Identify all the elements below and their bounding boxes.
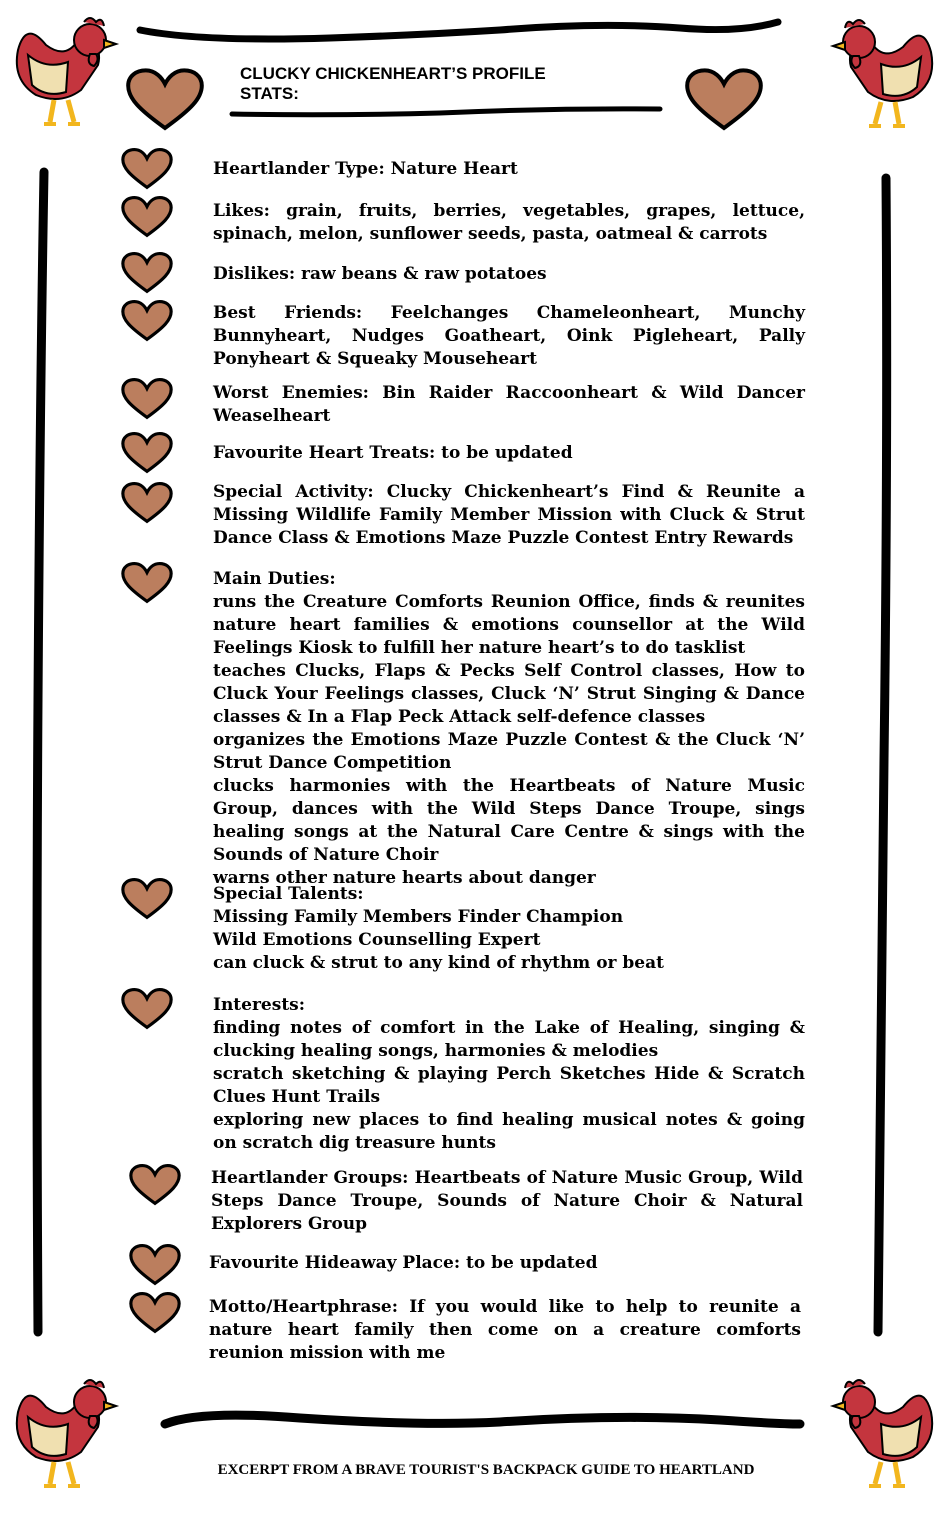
section-text: can cluck & strut to any kind of rhythm or beat — [213, 953, 664, 973]
section-text: warns other nature hearts about danger — [213, 868, 596, 888]
heart-icon — [128, 1164, 182, 1206]
section-text: teaches Clucks, Flaps & Pecks Self Control classes, How to Cluck Your Feelings classes, Cluck ‘N’ Strut Singing & Dance classes & In a Flap Peck Attack self-defence classes — [213, 661, 805, 727]
heart-icon — [120, 988, 174, 1030]
footer-caption: EXCERPT FROM A BRAVE TOURIST'S BACKPACK GUIDE TO HEARTLAND — [217, 1462, 755, 1478]
heart-icon — [128, 1244, 182, 1286]
section-text: Wild Emotions Counselling Expert — [213, 930, 541, 950]
section-text: clucks harmonies with the Heartbeats of Nature Music Group, dances with the Wild Steps Dance Troupe, sings healing songs at the Natural Care Centre & sings with the Sounds of Nature Choir — [213, 776, 805, 865]
section-text: Favourite Hideaway Place: to be updated — [209, 1253, 598, 1273]
section-special-talents — [213, 883, 805, 975]
section-text: Favourite Heart Treats: to be updated — [213, 443, 573, 463]
section-text: Special Activity: Clucky Chickenheart’s Find & Reunite a Missing Wildlife Family Member Mission with Cluck & Strut Dance Class & Emotions Maze Puzzle Contest Entry Rewards — [213, 482, 805, 548]
section-favourite-hideaway — [209, 1252, 801, 1275]
title-line-1: CLUCKY CHICKENHEART’S PROFILE — [240, 64, 546, 83]
title-line-2: STATS: — [240, 84, 299, 103]
heart-icon — [120, 252, 174, 294]
heart-icon — [682, 68, 766, 132]
heart-icon — [128, 1292, 182, 1334]
heart-icon — [120, 878, 174, 920]
section-best-friends — [213, 302, 805, 371]
section-interests — [213, 994, 805, 1155]
heart-icon — [120, 378, 174, 420]
heart-icon — [120, 300, 174, 342]
section-text: Heartlander Groups: Heartbeats of Nature Music Group, Wild Steps Dance Troupe, Sounds of Nature Choir & Natural Explorers Group — [211, 1168, 803, 1234]
section-heading: Interests: — [213, 995, 306, 1015]
section-text: exploring new places to find healing musical notes & going on scratch dig treasure hunts — [213, 1110, 805, 1153]
section-text: Likes: grain, fruits, berries, vegetables, grapes, lettuce, spinach, melon, sunflower seeds, pasta, oatmeal & carrots — [213, 201, 805, 244]
section-special-activity — [213, 481, 805, 550]
chicken-icon — [6, 10, 121, 130]
heart-icon — [120, 148, 174, 190]
section-heading: Special Talents: — [213, 884, 364, 904]
section-worst-enemies — [213, 382, 805, 428]
section-likes — [213, 200, 805, 246]
section-text: scratch sketching & playing Perch Sketches Hide & Scratch Clues Hunt Trails — [213, 1064, 805, 1107]
page-title — [240, 64, 546, 104]
section-text: Heartlander Type: Nature Heart — [213, 159, 518, 179]
section-text: Motto/Heartphrase: If you would like to help to reunite a nature heart family then come on a creature comforts reunion mission with me — [209, 1297, 801, 1363]
section-heartlander-type — [213, 158, 805, 181]
heart-icon — [120, 432, 174, 474]
section-dislikes — [213, 263, 805, 286]
section-heartlander-groups — [211, 1167, 803, 1236]
section-text: Dislikes: raw beans & raw potatoes — [213, 264, 547, 284]
section-text: runs the Creature Comforts Reunion Office, finds & reunites nature heart families & emotions counsellor at the Wild Feelings Kiosk to fulfill her nature heart’s to do tasklist — [213, 592, 805, 658]
heart-icon — [120, 562, 174, 604]
section-text: Missing Family Members Finder Champion — [213, 907, 624, 927]
section-text: finding notes of comfort in the Lake of Healing, singing & clucking healing songs, harmonies & melodies — [213, 1018, 805, 1061]
heart-icon — [124, 68, 206, 132]
section-heading: Main Duties: — [213, 569, 336, 589]
section-favourite-heart-treats — [213, 442, 805, 465]
heart-icon — [120, 196, 174, 238]
section-text: organizes the Emotions Maze Puzzle Contest & the Cluck ‘N’ Strut Dance Competition — [213, 730, 805, 773]
heart-icon — [120, 482, 174, 524]
section-main-duties — [213, 568, 805, 890]
section-text: Best Friends: Feelchanges Chameleonheart, Munchy Bunnyheart, Nudges Goatheart, Oink Pigleheart, Pally Ponyheart & Squeaky Mouseheart — [213, 303, 805, 369]
section-motto — [209, 1296, 801, 1365]
section-text: Worst Enemies: Bin Raider Raccoonheart & Wild Dancer Weaselheart — [213, 383, 805, 426]
chicken-icon — [828, 12, 943, 132]
